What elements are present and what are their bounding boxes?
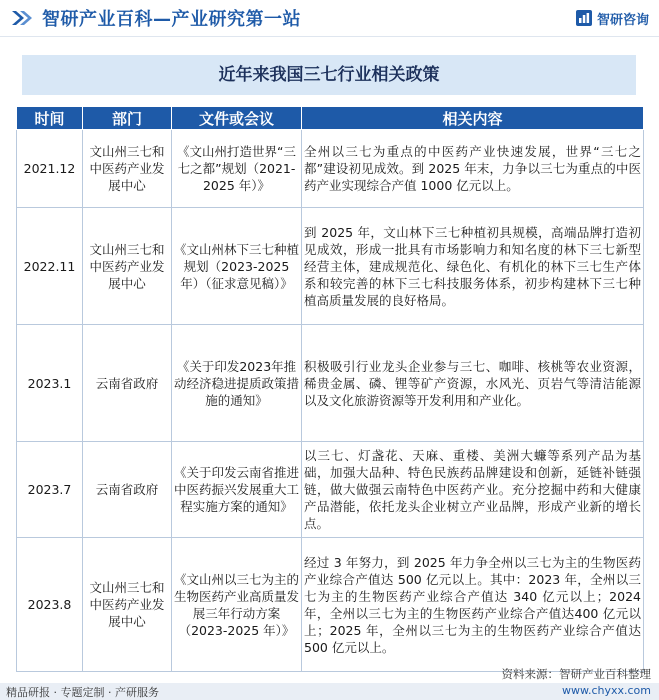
table-title: 近年来我国三七行业相关政策 [22, 55, 636, 95]
cell-dept: 云南省政府 [83, 442, 172, 538]
brand-name: 智研咨询 [596, 12, 649, 28]
table-row [17, 208, 644, 325]
chevron-double-icon [10, 9, 34, 27]
cell-dept: 文山州三七和中医药产业发展中心 [83, 538, 172, 672]
table-row [17, 325, 644, 442]
cell-content: 全州以三七为重点的中医药产业快速发展，世界“三七之都”建设初见成效。到 2025 年末，力争以三七为重点的中医药产业实现综合产值 1000 亿元以上。 [302, 130, 644, 208]
table-header-row [17, 107, 644, 130]
cell-doc: 《关于印发2023年推动经济稳进提质政策措施的通知》 [172, 325, 302, 442]
cell-time: 2023.1 [17, 325, 83, 442]
cell-content: 经过 3 年努力，到 2025 年力争全州以三七为主的生物医药产业综合产值达 500 亿元以上。其中：2023 年，全州以三七为主的生物医药产业综合产值达 340 亿元以上；2024 年，全州以三七为主的生物医药产业综合产值达400 亿元以上；2025 年，全州以三七为主的生物医药产业综合产值达 500 亿元以上。 [302, 538, 644, 672]
cell-doc: 《文山州以三七为主的生物医药产业高质量发展三年行动方案（2023-2025 年）》 [172, 538, 302, 672]
brand[interactable] [575, 8, 649, 28]
cell-dept: 文山州三七和中医药产业发展中心 [83, 208, 172, 325]
policy-table [16, 106, 644, 672]
column-header-time: 时间 [17, 107, 83, 130]
site-title: 智研产业百科—产业研究第一站 [42, 9, 301, 30]
cell-doc: 《文山州林下三七种植规划（2023-2025 年）（征求意见稿）》 [172, 208, 302, 325]
bottom-bar [0, 683, 659, 700]
cell-content: 到 2025 年，文山林下三七种植初具规模，高端品牌打造初见成效，形成一批具有市场影响力和知名度的林下三七新型经营主体，建成规范化、绿色化、有机化的林下三七生产体系和较完善的林下三七科技服务体系，初步构建林下三七种植高质量发展的良好格局。 [302, 208, 644, 325]
table-row [17, 538, 644, 672]
cell-dept: 文山州三七和中医药产业发展中心 [83, 130, 172, 208]
cell-time: 2022.11 [17, 208, 83, 325]
column-header-dept: 部门 [83, 107, 172, 130]
cell-doc: 《文山州打造世界“三七之都”规划（2021-2025 年）》 [172, 130, 302, 208]
table-row [17, 442, 644, 538]
cell-time: 2023.7 [17, 442, 83, 538]
source-note: 资料来源：智研产业百科整理 [501, 667, 651, 681]
table-row [17, 130, 644, 208]
cell-time: 2021.12 [17, 130, 83, 208]
brand-logo-icon [575, 9, 593, 27]
cell-dept: 云南省政府 [83, 325, 172, 442]
services-text: 精品研报 · 专题定制 · 产研服务 [6, 686, 159, 699]
site-url-link[interactable]: www.chyxx.com [561, 684, 651, 697]
cell-doc: 《关于印发云南省推进中医药振兴发展重大工程实施方案的通知》 [172, 442, 302, 538]
top-bar [0, 0, 659, 37]
cell-content: 以三七、灯盏花、天麻、重楼、美洲大蠊等系列产品为基础，加强大品种、特色民族药品牌建设和创新，延链补链强链，做大做强云南特色中医药产业。充分挖掘中药和大健康产品潜能，依托龙头企业树立产业品牌，形成产业新的增长点。 [302, 442, 644, 538]
column-header-content: 相关内容 [302, 107, 644, 130]
cell-content: 积极吸引行业龙头企业参与三七、咖啡、核桃等农业资源，稀贵金属、磷、锂等矿产资源，水风光、页岩气等清洁能源以及文化旅游资源等开发利用和产业化。 [302, 325, 644, 442]
column-header-doc: 文件或会议 [172, 107, 302, 130]
cell-time: 2023.8 [17, 538, 83, 672]
